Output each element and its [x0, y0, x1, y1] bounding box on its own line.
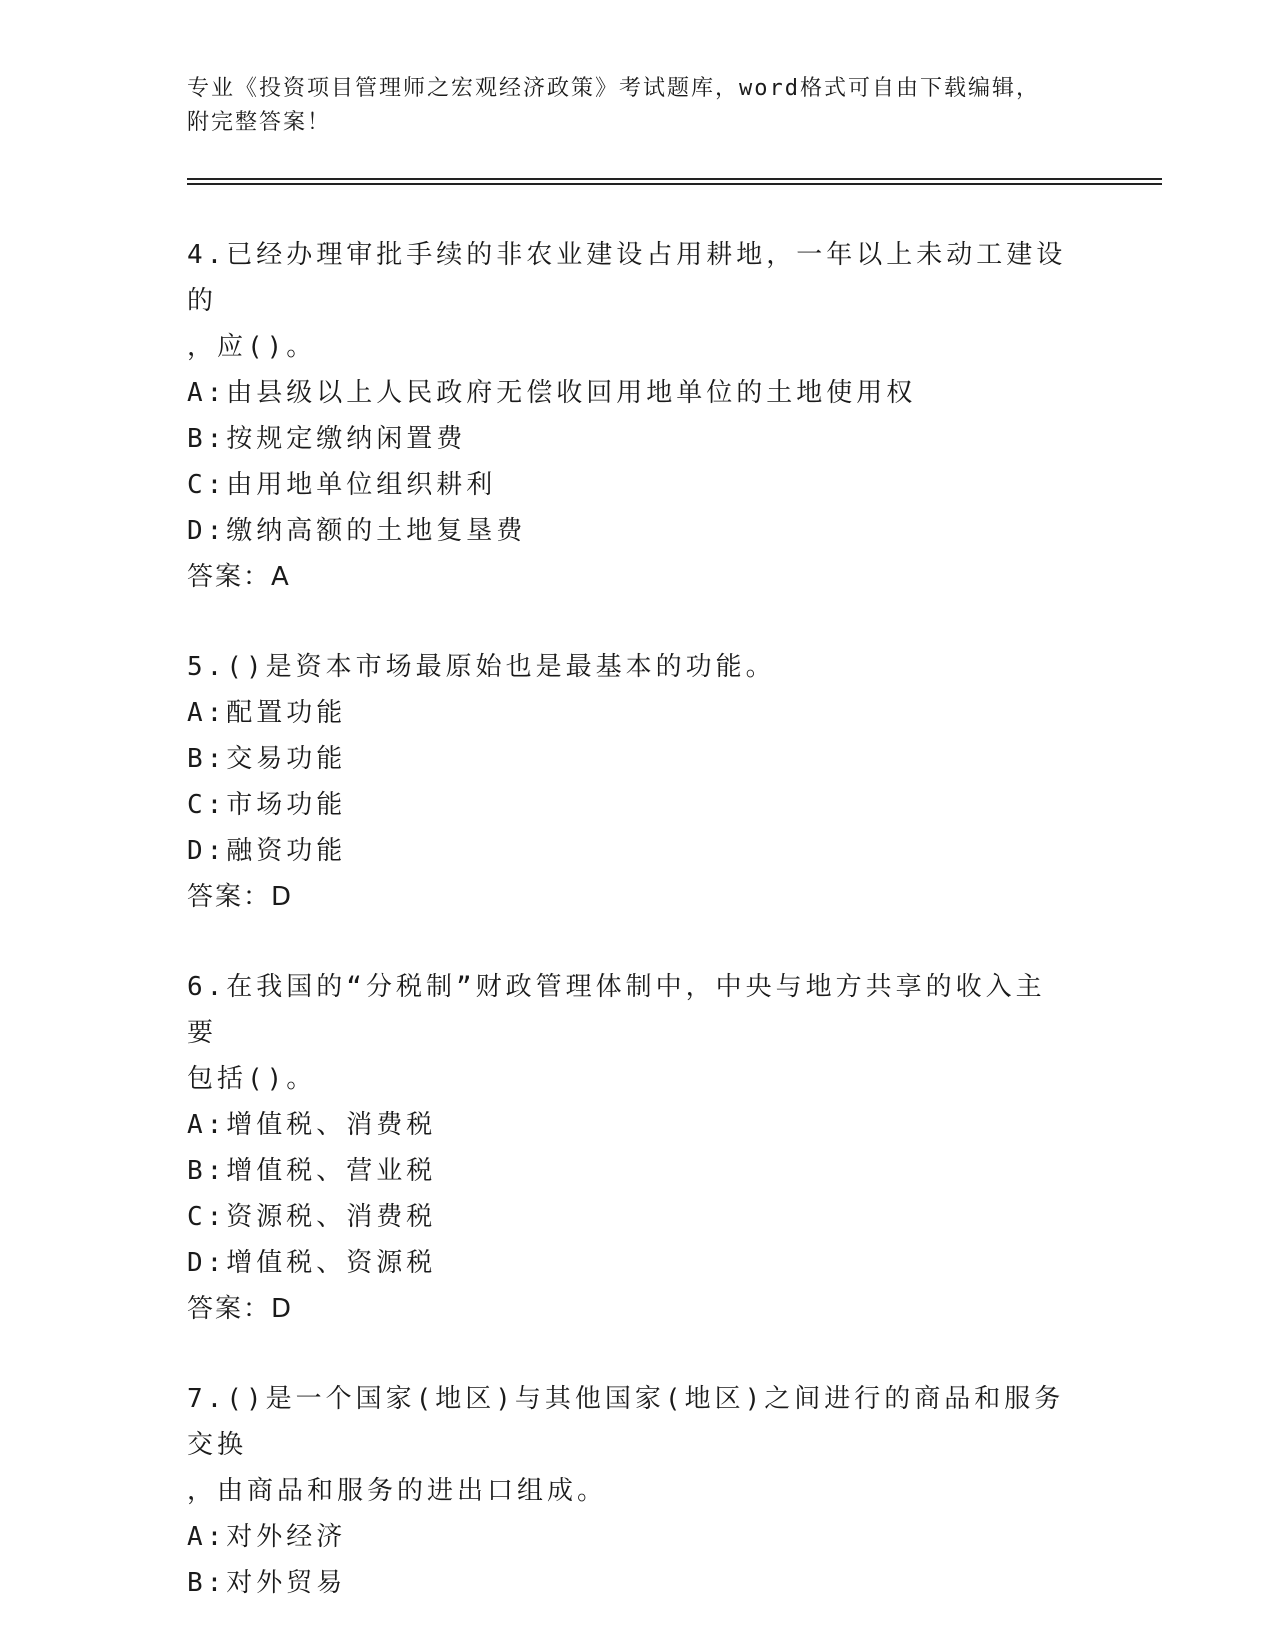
- option-d: D:缴纳高额的土地复垦费: [187, 516, 527, 546]
- option-b: B:增值税、营业税: [187, 1156, 437, 1186]
- question-stem: [187, 644, 1067, 690]
- header-divider-top: [187, 178, 1162, 180]
- answer: 答案：D: [187, 1294, 294, 1324]
- option-a: A:配置功能: [187, 698, 347, 728]
- option-b: B:对外贸易: [187, 1568, 347, 1598]
- question-stem-line: 5.()是资本市场最原始也是最基本的功能。: [187, 652, 776, 682]
- option-c: C:资源税、消费税: [187, 1202, 437, 1232]
- question-stem: [187, 964, 1067, 1102]
- question-stem-line: ，应()。: [187, 332, 317, 362]
- question-stem-line: ，由商品和服务的进出口组成。: [187, 1476, 608, 1506]
- question-4: [187, 232, 1087, 600]
- question-list: [187, 232, 1087, 1650]
- question-stem: [187, 1376, 1067, 1514]
- option-d: D:融资功能: [187, 836, 347, 866]
- option-b: B:交易功能: [187, 744, 347, 774]
- header-divider-bottom: [187, 183, 1162, 185]
- question-6: [187, 964, 1087, 1332]
- intro-line-1: 专业《投资项目管理师之宏观经济政策》考试题库，word格式可自由下载编辑，: [187, 76, 1040, 101]
- option-b: B:按规定缴纳闲置费: [187, 424, 467, 454]
- intro-line-2: 附完整答案！: [187, 110, 332, 135]
- option-c: C:市场功能: [187, 790, 347, 820]
- question-stem-line: 6.在我国的“分税制”财政管理体制中，中央与地方共享的收入主要: [187, 972, 1046, 1048]
- document-intro: [187, 72, 1167, 140]
- option-a: A:对外经济: [187, 1522, 347, 1552]
- question-5: [187, 644, 1087, 920]
- option-a: A:增值税、消费税: [187, 1110, 437, 1140]
- option-c: C:由用地单位组织耕利: [187, 470, 497, 500]
- option-a: A:由县级以上人民政府无偿收回用地单位的土地使用权: [187, 378, 917, 408]
- question-7: [187, 1376, 1087, 1606]
- question-stem-line: 4.已经办理审批手续的非农业建设占用耕地，一年以上未动工建设的: [187, 240, 1067, 316]
- question-stem: [187, 232, 1067, 370]
- option-d: D:增值税、资源税: [187, 1248, 437, 1278]
- answer: 答案：D: [187, 882, 294, 912]
- question-stem-line: 7.()是一个国家(地区)与其他国家(地区)之间进行的商品和服务交换: [187, 1384, 1065, 1460]
- question-stem-line: 包括()。: [187, 1064, 317, 1094]
- answer: 答案：A: [187, 562, 291, 592]
